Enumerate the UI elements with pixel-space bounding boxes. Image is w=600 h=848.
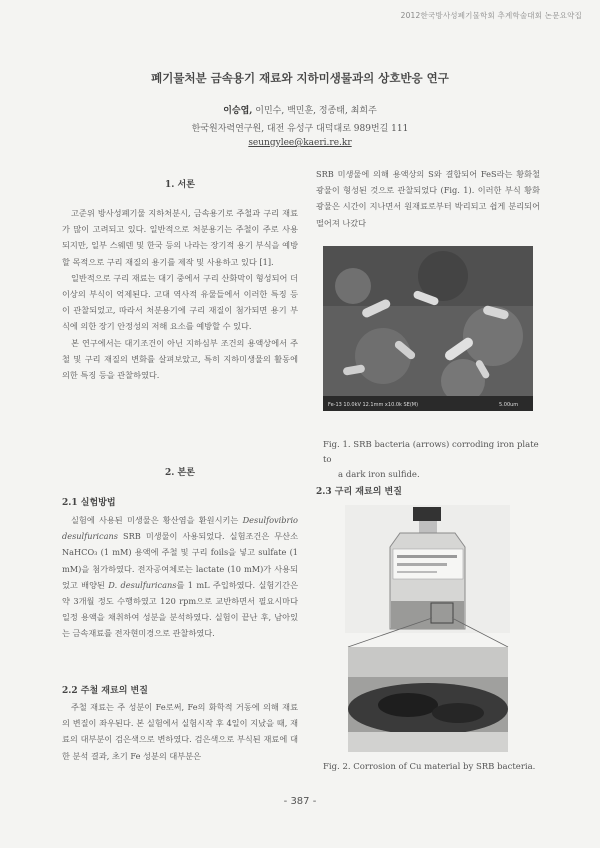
methods-text-a: 실험에 사용된 미생물은 황산염을 환원시키는 [71, 515, 243, 525]
intro-paragraph-1: 고준위 방사성폐기물 지하처분시, 금속용기로 주철과 구리 재료가 많이 고려되고 있다. 일반적으로 처분용기는 주철이 주로 사용되지만, 일부 스웨덴 및 한국 등의 나라는 장기적 용기 부식을 예방할 목적으로 구리 재질의 용기를 제작 및 사용하고 있다 [1]. [62, 208, 298, 267]
sem-micrograph [323, 246, 533, 411]
sem-texture [323, 246, 533, 411]
closeup-drawing [348, 647, 508, 752]
sem-scale-label: 5.00um [499, 402, 519, 408]
iron-paragraph: 주철 재료는 주 성분이 Fe로써, Fe의 화학적 거동에 의해 재료의 변질이 좌우된다. 본 실험에서 실험시작 후 4일이 지났을 때, 재료의 대부분이 검은색으로 변하였다. 검은색으로 부식된 재료에 대한 분석 결과, 초기 Fe 성분의 대부분은 [62, 702, 298, 761]
running-header: 2012한국방사성폐기물학회 추계학술대회 논문요약집 [400, 11, 582, 20]
species-short: D. desulfuricans [108, 579, 177, 590]
fig1-caption-line2: a dark iron sulfide. [338, 470, 420, 480]
fig2-caption: Fig. 2. Corrosion of Cu material by SRB bacteria. [323, 762, 536, 772]
iron-heading: 2.2 주철 재료의 변질 [62, 686, 148, 696]
first-author: 이승엽, [223, 106, 253, 116]
copper-heading: 2.3 구리 재료의 변질 [316, 487, 402, 497]
intro-paragraph-2: 일반적으로 구리 재료는 대기 중에서 구리 산화막이 형성되어 더 이상의 부식이 억제된다. 고대 역사적 유물들에서 이러한 특징 등이 관찰되었고, 따라서 처분용기에 구리 재질이 첨가되면 용기 부식에 의한 장기 안정성의 저해 요소를 예방할 수 있다. [62, 272, 298, 332]
methods-text-b: SRB 미생물이 사용되었다. 실험조건은 무산소 NaHCO₃ (1 mM) 용액에 주철 및 구리 foils을 넣고 sulfate (1 mM)을 첨가하였다. 전자공여체로는 lactate (10 mM)가 사용되었고 배양된 [62, 531, 298, 590]
methods-paragraph [62, 512, 298, 642]
authors [0, 103, 600, 116]
zoom-connector [340, 600, 520, 650]
paper-title: 폐기물처분 금속용기 재료와 지하미생물과의 상호반응 연구 [151, 71, 449, 85]
body-heading: 2. 본론 [165, 468, 195, 478]
email-link[interactable]: seungylee@kaeri.re.kr [248, 138, 352, 148]
methods-text-c: 를 1 mL 주입하였다. 실험기간은 약 3개월 정도 수행하였고 120 rpm으로 교반하면서 필요시마다 일정 용액을 채취하여 성분을 분석하였다. 실험이 끝난 후, 남아있는 금속재료를 전자현미경으로 관찰하였다. [62, 579, 298, 639]
co-authors: 이민수, 백민훈, 정종태, 최희주 [252, 106, 377, 116]
fig1-caption [323, 438, 547, 483]
intro-body [62, 205, 298, 383]
intro-paragraph-3: 본 연구에서는 대기조건이 아닌 지하심부 조건의 용액상에서 주철 및 구리 재질의 변화를 살펴보았고, 특히 지하미생물의 활동에 의한 특징 등을 관찰하였다. [62, 337, 298, 381]
intro-heading: 1. 서론 [165, 180, 195, 190]
methods-heading: 2.1 실험방법 [62, 498, 116, 508]
right-paragraph: SRB 미생물에 의해 용액상의 S와 결합되어 FeS라는 황화철 광물이 형성된 것으로 관찰되었다 (Fig. 1). 이러한 부식 황화광물은 시간이 지나면서 원재료로부터 박리되고 쉽게 분리되어 떨어져 나갔다 [316, 169, 540, 228]
corrosion-closeup-photo [348, 647, 508, 752]
fig1-caption-line1: Fig. 1. SRB bacteria (arrows) corroding iron plate to [323, 440, 539, 465]
sem-info-label: Fe-13 10.0kV 12.1mm x10.0k SE(M) [328, 402, 419, 408]
page-number: - 387 - [283, 796, 317, 807]
affiliation: 한국원자력연구원, 대전 유성구 대덕대로 989번길 111 [191, 124, 409, 134]
species-name: Desulfovibrio desulfuricans [62, 515, 298, 542]
